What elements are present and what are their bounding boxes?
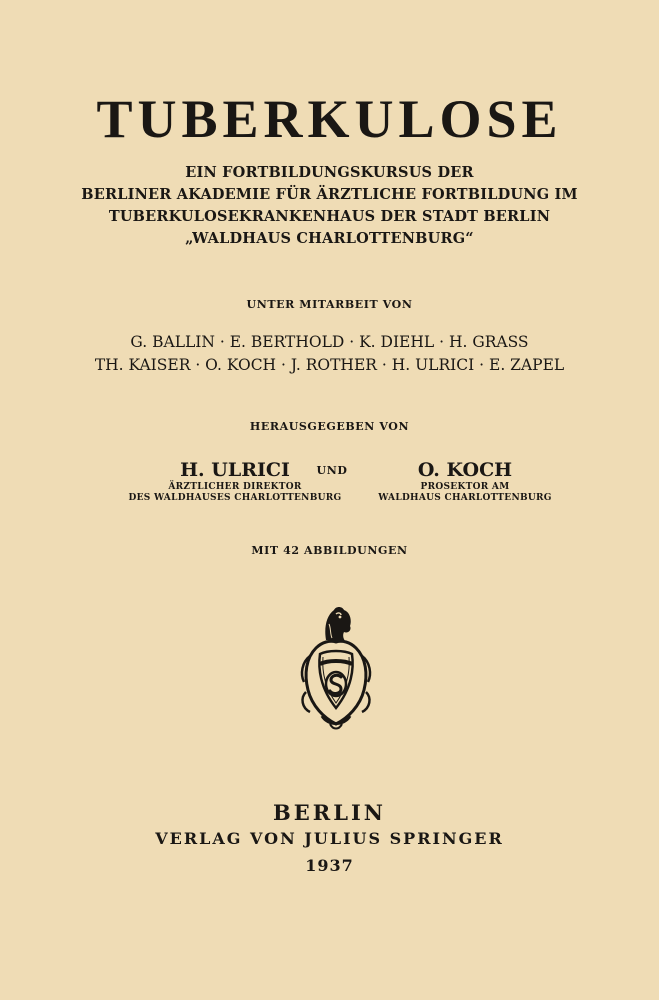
publisher-name: VERLAG VON JULIUS SPRINGER (155, 829, 504, 848)
illustrations-note: MIT 42 ABBILDUNGEN (251, 544, 408, 557)
publication-year: 1937 (305, 856, 354, 875)
subtitle-line-2: BERLINER AKADEMIE FÜR ÄRZTLICHE FORTBILDUNG IM (81, 186, 578, 203)
editor-role-line-2: WALDHAUS CHARLOTTENBURG (378, 493, 552, 503)
springer-knight-logo-icon (296, 602, 376, 734)
editors-conjunction: UND (316, 464, 348, 477)
editor-name: O. KOCH (417, 459, 513, 481)
contributors-label: UNTER MITARBEIT VON (246, 298, 413, 311)
editor-role-line-2: DES WALDHAUSES CHARLOTTENBURG (128, 493, 342, 503)
subtitle-line-3: TUBERKULOSEKRANKENHAUS DER STADT BERLIN (108, 208, 551, 225)
editors-label: HERAUSGEGEBEN VON (249, 420, 410, 433)
subtitle-line-4: „WALDHAUS CHARLOTTENBURG“ (185, 230, 474, 247)
publication-city: BERLIN (273, 800, 386, 825)
editor-role-line-1: ÄRZTLICHER DIREKTOR (168, 482, 302, 492)
contributors-line-1: G. BALLIN · E. BERTHOLD · K. DIEHL · H. GRASS (130, 333, 529, 351)
book-title: TUBERKULOSE (96, 89, 563, 149)
contributors-line-2: TH. KAISER · O. KOCH · J. ROTHER · H. ULRICI · E. ZAPEL (94, 356, 565, 374)
editor-name: H. ULRICI (180, 459, 290, 481)
subtitle-line-1: EIN FORTBILDUNGSKURSUS DER (185, 164, 474, 181)
editor-role-line-1: PROSEKTOR AM (420, 482, 510, 492)
editor-koch (340, 458, 590, 504)
